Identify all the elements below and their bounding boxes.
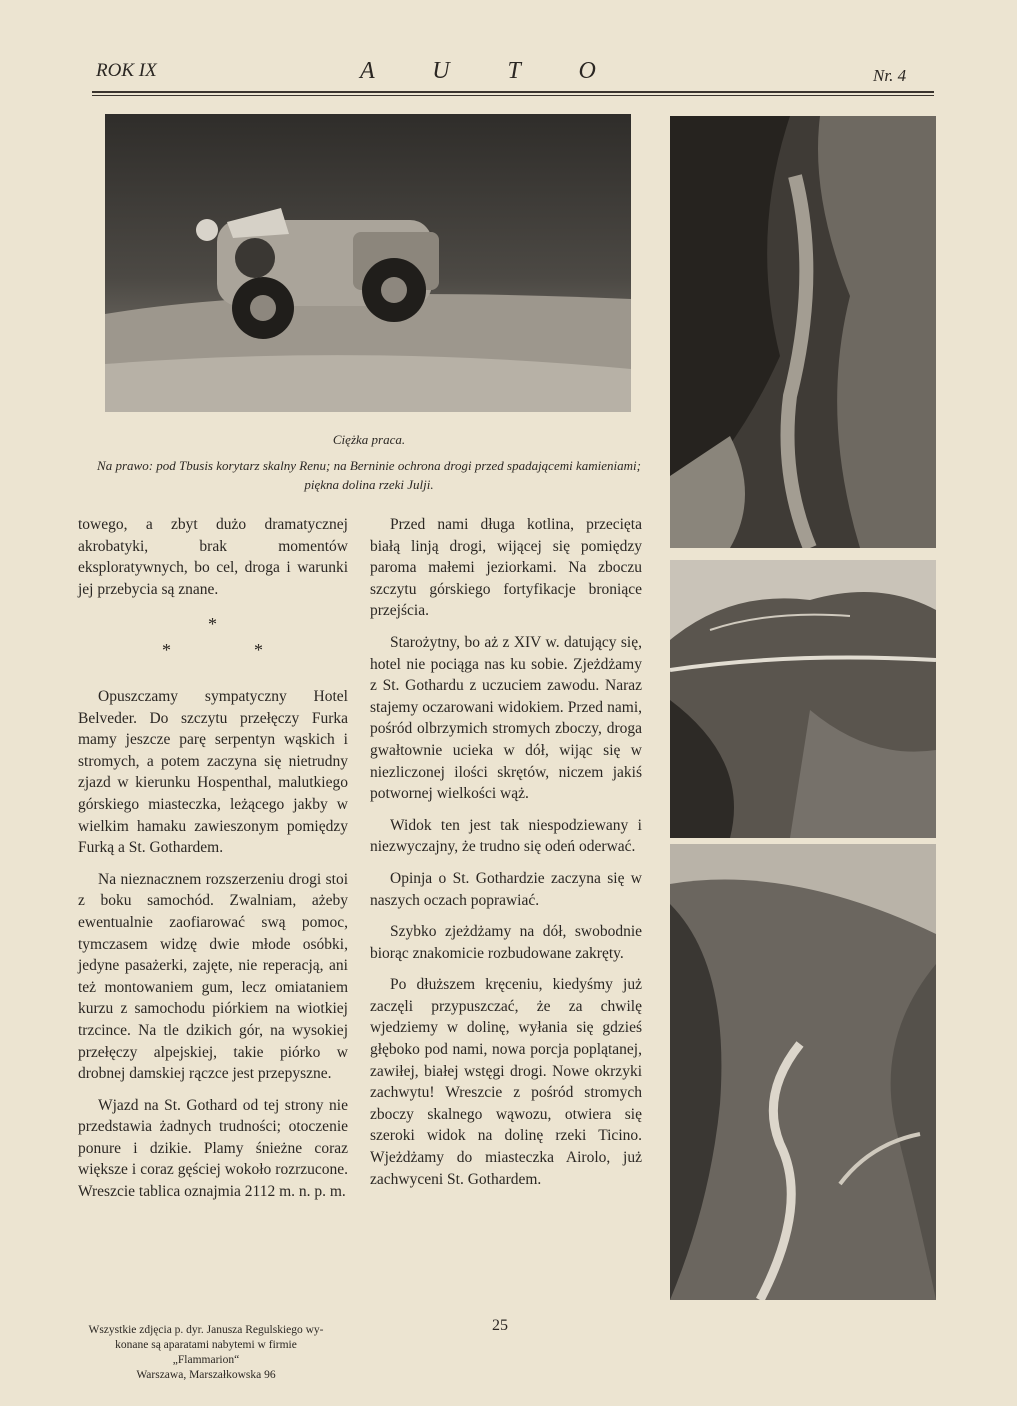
article-left-column [78,514,348,610]
magazine-title: A U T O [360,58,622,84]
page-number: 25 [492,1317,508,1334]
valley-photo [670,844,936,1300]
car-photo [105,114,631,412]
header-rule [92,91,934,93]
footnote-line: Warszawa, Marszałkowska 96 [136,1369,276,1381]
paragraph: Starożytny, bo aż z XIV w. datujący się, hotel nie pociąga nas ku sobie. Zjeżdżamy z St. Gothardu z uczuciem zawodu. Naraz stajemy oczarowani widokiem. Przed nami, pośród olbrzymich stromych zboczy, droga gwałtownie ucieka w dół, wijąc się w niezliczonej ilości skrętów, niczem jakiś potwornej wielkości wąż. [370,633,642,803]
article-right-column [370,514,642,1200]
caption-text: Na prawo: pod Tbusis korytarz skalny Renu; na Berninie ochrona drogi przed spadającemi kamieniami; piękna dolina rzeki Julji. [97,458,641,492]
paragraph: Przed nami długa kotlina, przecięta białą linją drogi, wijącej się pomiędzy paroma małemi jeziorkami. Na zboczu szczytu górskiego fortyfikacje broniące przejścia. [370,516,642,620]
footnote-line: konane są aparatami nabytemi w firmie „Flammarion“ [115,1339,297,1366]
paragraph: Na nieznacznem rozszerzeniu drogi stoi z boku samochód. Zwalniam, ażeby ewentualnie zaofiarować swą pomoc, tymczasem widzę dwie młode osóbki, jedyne pasażerki, zajęte, nie reperacją, ani też montowaniem gum, lecz omiataniem kurzu z samochodu piórkiem na wiotkiej trzcince. Na tle dzikich gór, na wysokiej przełęczy alpejskiej, takie piórko w drobnej damskiej rączce jest przepyszne. [78,870,348,1083]
section-break [78,614,348,674]
paragraph: Szybko zjeżdżamy na dół, swobodnie biorąc znakomicie rozbudowane zakręty. [370,923,642,962]
asterism: * [162,640,171,660]
paragraph: Opuszczamy sympatyczny Hotel Belveder. Do szczytu przełęczy Furka mamy jeszcze parę serpentyn wąskich i stromych, a potem zaczyna się nietrudny zjazd w kierunku Hospenthal, malutkiego górskiego miasteczka, leżącego jakby w wielkim hamaku zawieszonym pomiędzy Furką a St. Gothardem. [78,688,348,857]
pass-photo [670,560,936,838]
asterism: * [254,640,263,660]
paragraph: Widok ten jest tak niespodziewany i niezwyczajny, że trudno się odeń oderwać. [370,816,642,856]
volume-label: ROK IX [96,60,157,81]
issue-number: Nr. 4 [873,66,907,85]
article-left-column-continued [78,686,348,1213]
asterism: * [208,614,217,634]
header-rule-thin [92,95,934,96]
caption-title: Ciężka praca. [332,432,406,447]
footnote-line: Wszystkie zdjęcia p. dyr. Janusza Regulskiego wy- [88,1324,324,1336]
paragraph: Opinja o St. Gothardzie zaczyna się w naszych oczach poprawiać. [370,869,642,909]
paragraph: Po dłuższem kręceniu, kiedyśmy już zaczęli przypuszczać, że za chwilę wjedziemy w dolinę, wyłania się gdzieś głęboko pod nami, nowa porcja poplątanej, zawiłej, białej wstęgi drogi. Nowe okrzyki zachwytu! Wreszcie z pośród stromych zboczy skalnego wąwozu, otwiera się szeroki widok na dolinę rzeki Ticino. Wjeżdżamy do miasteczka Airolo, już zachwyceni St. Gothardem. [370,976,642,1188]
gorge-photo [670,116,936,548]
paragraph: towego, a zbyt dużo dramatycznej akrobatyki, brak momentów eksploratywnych, bo cel, droga i warunki jej przebycia są znane. [78,516,348,598]
photo-credit-footnote [86,1323,326,1383]
paragraph: Wjazd na St. Gothard od tej strony nie przedstawia żadnych trudności; otoczenie ponure i dzikie. Plamy śnieżne coraz większe i coraz gęściej wokoło rozrzucone. Wreszcie tablica oznajmia 2112 m. n. p. m. [78,1096,348,1201]
